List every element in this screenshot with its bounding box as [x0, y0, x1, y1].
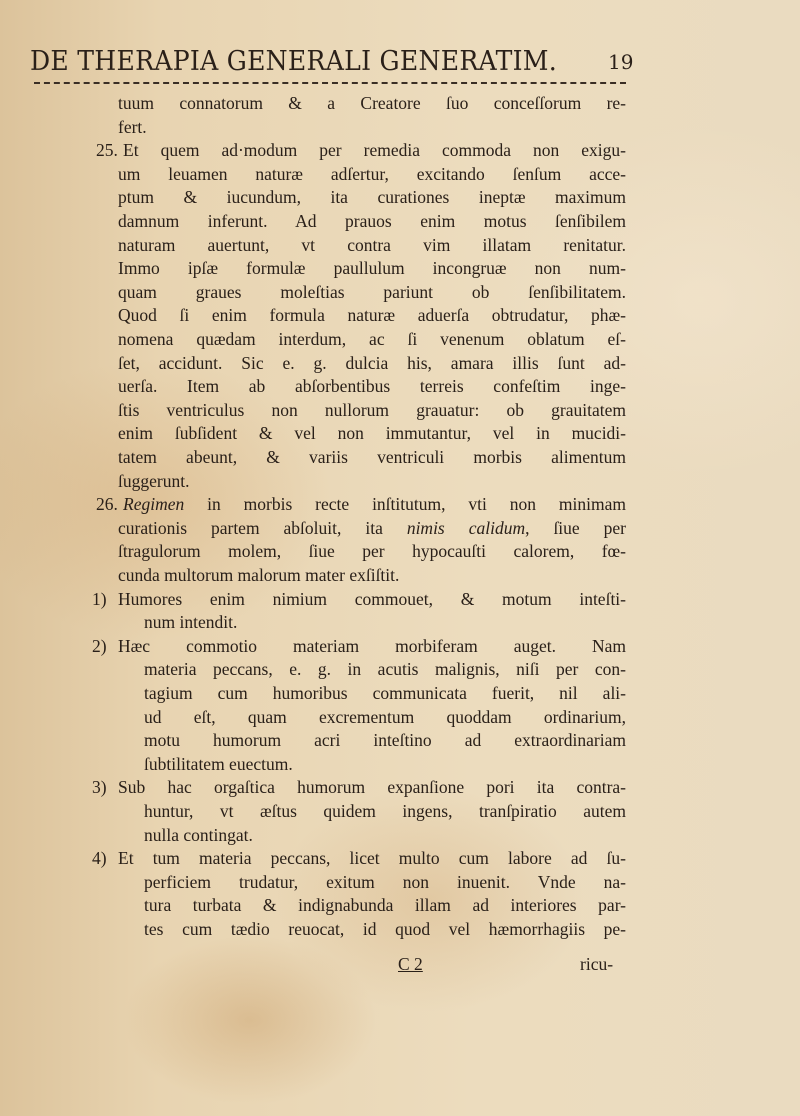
signature-mark [398, 952, 423, 976]
text-line [0, 705, 800, 729]
line-text [144, 705, 626, 729]
line-text [144, 870, 626, 894]
catchword-text: ricu- [580, 954, 614, 974]
line-text [118, 445, 626, 469]
text-line [0, 563, 800, 587]
text-segment: nomena quædam interdum, ac ſi venenum oblatum eſ- [118, 329, 626, 349]
line-text [118, 209, 626, 233]
text-segment: ud eſt, quam excrementum quoddam ordinarium, [144, 706, 626, 727]
paragraph-number: 1) [92, 588, 107, 609]
text-segment: ptum & iucundum, ita curationes ineptæ maximum [118, 187, 626, 208]
text-segment: , ſiue per [525, 517, 626, 538]
text-line [0, 233, 800, 257]
text-line [0, 209, 800, 233]
text-line [0, 893, 800, 917]
text-segment: ſtragulorum molem, ſiue per hypocauſti calorem, fœ- [118, 541, 626, 562]
text-segment: fert. [118, 116, 147, 137]
text-segment: tura turbata & indignabunda illam ad interiores par- [144, 895, 626, 916]
text-line [0, 445, 800, 469]
text-line [0, 256, 800, 280]
line-text [118, 91, 626, 115]
text-segment: tes cum tædio reuocat, id quod vel hæmorrhagiis pe- [144, 919, 626, 939]
text-line [0, 917, 800, 941]
text-segment: Immo ipſæ formulæ paullulum incongruæ non num- [118, 258, 626, 279]
text-segment: ſubtilitatem euectum. [144, 753, 293, 774]
text-segment: Et tum materia peccans, licet multo cum labore ad ſu- [118, 848, 626, 869]
text-line [0, 91, 800, 115]
text-line [0, 752, 800, 776]
text-segment: Et quem ad·modum per remedia commoda non exigu- [123, 140, 626, 161]
line-text [123, 138, 626, 162]
text-line [0, 728, 800, 752]
text-line [0, 492, 800, 516]
text-line [0, 421, 800, 445]
paragraph-number: 3) [92, 777, 107, 798]
text-line [0, 657, 800, 681]
text-line [0, 634, 800, 658]
line-text [118, 374, 626, 398]
line-text [118, 115, 626, 139]
catchword [580, 952, 613, 976]
line-text [118, 563, 626, 587]
text-segment: tuum connatorum & a Creatore ſuo conceſſorum re- [118, 93, 626, 113]
text-segment: Humores enim nimium commouet, & motum inteſti- [118, 588, 626, 609]
text-line [0, 846, 800, 870]
text-segment: Quod ſi enim formula naturæ aduerſa obtrudatur, phæ- [118, 305, 626, 326]
text-segment: enim ſubſident & vel non immutantur, vel in mucidi- [118, 423, 626, 444]
text-segment: num intendit. [144, 612, 238, 633]
line-text [118, 846, 626, 870]
text-segment: damnum inferunt. Ad prauos enim motus ſenſibilem [118, 211, 626, 231]
text-segment: tatem abeunt, & variis ventriculi morbis alimentum [118, 447, 626, 467]
text-segment: curationis partem abſoluit, ita [118, 517, 407, 538]
text-line [0, 587, 800, 611]
text-line [0, 681, 800, 705]
text-line [0, 162, 800, 186]
text-line [0, 327, 800, 351]
line-text [118, 162, 626, 186]
text-line [0, 516, 800, 540]
line-text [144, 610, 626, 634]
line-text [118, 233, 626, 257]
text-segment: ſet, accidunt. Sic e. g. dulcia his, amara illis ſunt ad- [118, 352, 626, 373]
line-text [118, 469, 626, 493]
line-text [118, 185, 626, 209]
line-text [118, 351, 626, 375]
paragraph-number: 4) [92, 848, 107, 869]
line-text [144, 917, 626, 941]
header-title: DE THERAPIA GENERALI GENERATIM. [30, 46, 558, 77]
text-segment: huntur, vt æſtus quidem ingens, tranſpiratio autem [144, 801, 626, 821]
text-line [0, 138, 800, 162]
text-line [0, 374, 800, 398]
text-segment: ſtis ventriculus non nullorum grauatur: ob grauitatem [118, 399, 626, 420]
line-text [144, 823, 626, 847]
paragraph-number: 2) [92, 635, 107, 656]
line-text [118, 327, 626, 351]
text-segment: quam graues moleſtias pariunt ob ſenſibilitatem. [118, 281, 626, 302]
text-line [0, 539, 800, 563]
text-line [0, 775, 800, 799]
text-line [0, 303, 800, 327]
paragraph-number: 26. [96, 494, 118, 515]
text-segment: um leuamen naturæ adſertur, excitando ſenſum acce- [118, 163, 626, 184]
text-segment: Hæc commotio materiam morbiferam auget. Nam [118, 635, 626, 656]
page-number: 19 [608, 50, 634, 74]
signature-text: C 2 [398, 954, 423, 974]
line-text [144, 657, 626, 681]
line-text [118, 421, 626, 445]
line-text [118, 256, 626, 280]
text-segment: in morbis recte inſtitutum, vti non minimam [184, 494, 626, 515]
line-text [118, 539, 626, 563]
text-segment: ſuggerunt. [118, 470, 190, 491]
line-text [144, 893, 626, 917]
text-line [0, 469, 800, 493]
line-text [144, 799, 626, 823]
text-line [0, 870, 800, 894]
text-segment: materia peccans, e. g. in acutis malignis, niſi per con- [144, 659, 626, 680]
text-segment: cunda multorum malorum mater exſiſtit. [118, 565, 400, 585]
paragraph-number: 25. [96, 140, 118, 161]
text-segment: perficiem trudatur, exitum non inuenit. Vnde na- [144, 871, 626, 892]
line-text [144, 681, 626, 705]
line-text [118, 303, 626, 327]
line-text [118, 775, 626, 799]
text-segment: naturam auertunt, vt contra vim illatam renitatur. [118, 234, 626, 255]
text-line [0, 351, 800, 375]
italic-text: nimis calidum [406, 517, 526, 538]
line-text [118, 634, 626, 658]
text-segment: tagium cum humoribus communicata fuerit, nil ali- [144, 683, 626, 703]
text-line [0, 799, 800, 823]
line-text [123, 492, 626, 516]
text-segment: uerſa. Item ab abſorbentibus terreis confeſtim inge- [118, 376, 626, 397]
line-text [144, 752, 626, 776]
text-line [0, 610, 800, 634]
text-line [0, 280, 800, 304]
text-line [0, 115, 800, 139]
text-segment: motu humorum acri inteſtino ad extraordinariam [144, 730, 626, 751]
line-text [118, 587, 626, 611]
line-text [118, 516, 626, 540]
text-line [0, 823, 800, 847]
text-segment: nulla contingat. [144, 824, 253, 845]
line-text [144, 728, 626, 752]
text-segment: Sub hac orgaſtica humorum expanſione pori ita contra- [118, 777, 626, 798]
text-line [0, 185, 800, 209]
italic-text: Regimen [123, 494, 185, 515]
text-line [0, 398, 800, 422]
header-rule [34, 82, 626, 84]
line-text [118, 398, 626, 422]
line-text [118, 280, 626, 304]
